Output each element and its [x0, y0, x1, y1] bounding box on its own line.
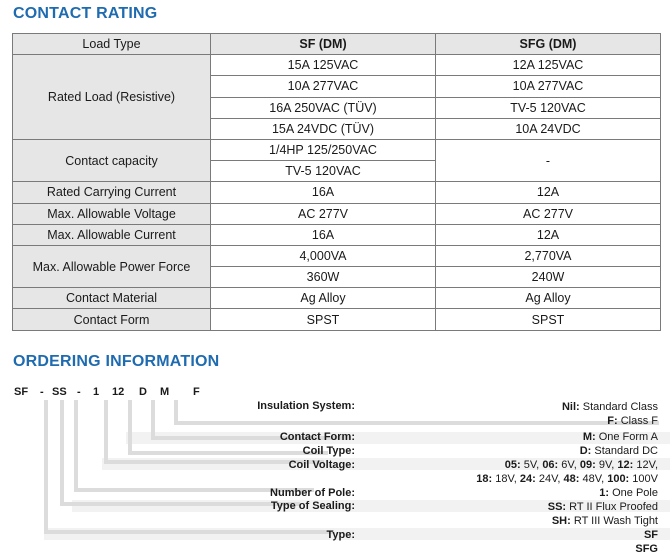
table-row [13, 224, 661, 245]
ordering-information-title: ORDERING INFORMATION [13, 353, 220, 370]
contact-rating-body [13, 55, 661, 330]
voltage-value: 12V, [636, 459, 658, 471]
cell-sf: 16A [211, 182, 436, 203]
header-load-type: Load Type [13, 34, 211, 55]
val-f: Class F [620, 415, 658, 427]
row-label: Max. Allowable Current [13, 224, 211, 245]
cell-sfg: SPST [436, 309, 661, 330]
table-row [13, 245, 661, 266]
voltage-key: 100: [607, 473, 630, 485]
cell-sfg: 240W [436, 267, 661, 288]
code-dash: - [77, 386, 81, 398]
table-row [13, 309, 661, 330]
val-d: Standard DC [594, 445, 658, 457]
leader-form [151, 400, 155, 440]
row-label: Max. Allowable Power Force [13, 245, 211, 287]
voltage-value: 100V [632, 473, 658, 485]
key-f: F: [607, 415, 618, 427]
cell-sf: 16A [211, 224, 436, 245]
value-coil-voltage-line2 [476, 473, 658, 485]
voltage-value: 6V, [561, 459, 577, 471]
voltage-value: 9V, [598, 459, 615, 471]
value-type-sfg [635, 543, 658, 555]
voltage-value: 48V, [582, 473, 605, 485]
code-form: M [160, 386, 170, 398]
label-number-of-pole: Number of Pole: [270, 487, 355, 499]
voltage-key: 48: [563, 473, 580, 485]
table-row [13, 288, 661, 309]
cell-sf: Ag Alloy [211, 288, 436, 309]
key-sh: SH: [551, 515, 571, 527]
table-row [13, 203, 661, 224]
val-type-sfg: SFG [635, 543, 658, 555]
cell-sf: 15A 24VDC (TÜV) [211, 118, 436, 139]
key-d: D: [579, 445, 592, 457]
row-label: Contact Form [13, 309, 211, 330]
cell-sf: TV-5 120VAC [211, 161, 436, 182]
header-sfg: SFG (DM) [436, 34, 661, 55]
cell-sfg: 10A 24VDC [436, 118, 661, 139]
label-insulation-system: Insulation System: [257, 400, 355, 412]
val-nil: Standard Class [582, 401, 658, 413]
row-label: Contact Material [13, 288, 211, 309]
key-m: M: [582, 431, 596, 443]
code-type: SF [14, 386, 29, 398]
label-type: Type: [326, 529, 355, 541]
leader-coil-h [128, 451, 328, 455]
voltage-value: 18V, [495, 473, 517, 485]
value-coil-voltage-line1 [505, 459, 658, 471]
val-m: One Form A [598, 431, 658, 443]
code-insulation: F [193, 386, 200, 398]
cell-sf: SPST [211, 309, 436, 330]
row-label: Rated Load (Resistive) [13, 55, 211, 140]
header-sf: SF (DM) [211, 34, 436, 55]
cell-sfg: AC 277V [436, 203, 661, 224]
voltage-key: 05: [504, 459, 521, 471]
cell-sf: AC 277V [211, 203, 436, 224]
cell-sfg: 10A 277VAC [436, 76, 661, 97]
value-number-of-pole [599, 487, 658, 499]
leader-coil [128, 400, 132, 455]
code-pole: 1 [93, 386, 100, 398]
value-insulation-nil [562, 401, 658, 413]
voltage-value: 5V, [523, 459, 540, 471]
row-label: Max. Allowable Voltage [13, 203, 211, 224]
voltage-key: 09: [579, 459, 596, 471]
cell-sfg: - [436, 139, 661, 181]
value-contact-form [583, 431, 658, 443]
leader-sealing-h [60, 502, 300, 506]
voltage-key: 06: [542, 459, 559, 471]
voltage-key: 24: [519, 473, 536, 485]
contact-rating-title: CONTACT RATING [13, 5, 158, 22]
leader-type-h [44, 530, 334, 534]
cell-sfg: 12A 125VAC [436, 55, 661, 76]
value-sealing-sh [552, 515, 658, 527]
val-type-sf: SF [643, 529, 658, 541]
voltage-value: 24V, [538, 473, 561, 485]
code-sealing: SS [52, 386, 67, 398]
cell-sfg: 12A [436, 224, 661, 245]
cell-sfg: 2,770VA [436, 245, 661, 266]
leader-voltage [104, 400, 108, 463]
code-dash: - [40, 386, 44, 398]
value-coil-type [580, 445, 658, 457]
value-sealing-ss [548, 501, 658, 513]
row-label: Contact capacity [13, 139, 211, 181]
cell-sf: 1/4HP 125/250VAC [211, 139, 436, 160]
code-voltage: 12 [112, 386, 125, 398]
leader-type [44, 400, 48, 532]
val-ss: RT II Flux Proofed [569, 501, 658, 513]
key-nil: Nil: [561, 401, 580, 413]
table-row [13, 55, 661, 76]
contact-rating-table [12, 33, 661, 331]
table-row [13, 139, 661, 160]
label-coil-type: Coil Type: [302, 445, 355, 457]
cell-sf: 4,000VA [211, 245, 436, 266]
value-type-sf [644, 529, 658, 541]
row-label: Rated Carrying Current [13, 182, 211, 203]
cell-sfg: Ag Alloy [436, 288, 661, 309]
cell-sf: 15A 125VAC [211, 55, 436, 76]
val-pole: One Pole [612, 487, 658, 499]
cell-sfg: TV-5 120VAC [436, 97, 661, 118]
label-contact-form: Contact Form: [279, 431, 355, 443]
voltage-key: 12: [617, 459, 634, 471]
value-insulation-f [607, 415, 658, 427]
cell-sf: 16A 250VAC (TÜV) [211, 97, 436, 118]
table-row [13, 182, 661, 203]
label-type-of-sealing: Type of Sealing: [270, 500, 355, 512]
cell-sf: 10A 277VAC [211, 76, 436, 97]
voltage-key: 18: [476, 473, 493, 485]
leader-pole [74, 400, 78, 492]
key-pole: 1: [599, 487, 610, 499]
code-coil: D [139, 386, 147, 398]
cell-sf: 360W [211, 267, 436, 288]
val-sh: RT III Wash Tight [573, 515, 658, 527]
key-ss: SS: [547, 501, 567, 513]
label-coil-voltage: Coil Voltage: [288, 459, 355, 471]
leader-sealing [60, 400, 64, 506]
table-header-row [13, 34, 661, 55]
leader-insulation-h [174, 421, 659, 425]
cell-sfg: 12A [436, 182, 661, 203]
